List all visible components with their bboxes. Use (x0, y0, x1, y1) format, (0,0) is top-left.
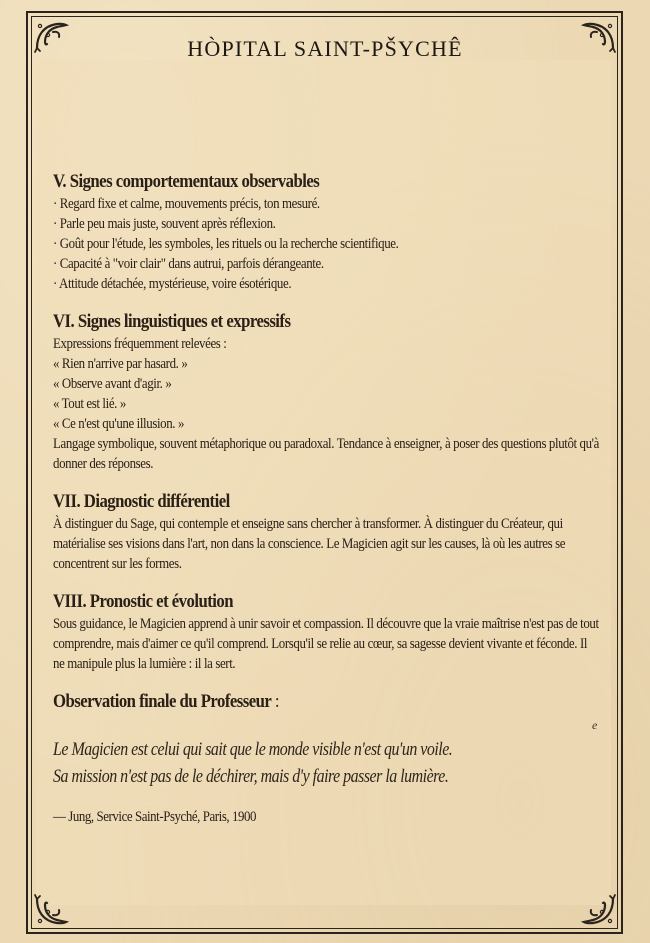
section-heading: VII. Diagnostic différentiel (53, 491, 230, 512)
quote-item: « Tout est lié. » (53, 396, 126, 412)
quote-line: Le Magicien est celui qui sait que le monde visible n'est qu'un voile. (53, 739, 453, 760)
observation-heading (53, 690, 279, 714)
signature: — Jung, Service Saint-Psyché, Paris, 1900 (53, 809, 257, 825)
list-item: · Attitude détachée, mystérieuse, voire ésotérique. (53, 276, 292, 292)
quote-item: « Rien n'arrive par hasard. » (53, 356, 188, 372)
observation-heading-colon: : (271, 691, 280, 712)
professor-quote (53, 736, 452, 790)
section-intro: Expressions fréquemment relevées : (53, 336, 227, 352)
list-item: · Regard fixe et calme, mouvements précis, ton mesuré. (53, 196, 320, 212)
corner-flourish-icon (33, 893, 69, 929)
list-item: · Parle peu mais juste, souvent après réflexion. (53, 216, 276, 232)
page-title: HÒPITAL SAINT-PŠYCHÊ (187, 36, 463, 61)
section-paragraph: À distinguer du Sage, qui contemple et enseigne sans chercher à transformer. À distinguer du Créateur, qui matérialise ses visions dans l'art, non dans la conscience. Le Magicien agit sur les causes, là où les autres se concentrent sur les formes. (53, 516, 566, 572)
stray-mark: e (592, 718, 598, 732)
observation-heading-text: Observation finale du Professeur (53, 691, 272, 712)
quote-item: « Ce n'est qu'une illusion. » (53, 416, 185, 432)
section-linguistic-signs (53, 310, 650, 474)
section-heading: V. Signes comportementaux observables (53, 171, 320, 192)
section-prognosis (53, 590, 650, 674)
section-heading: VIII. Pronostic et évolution (53, 591, 233, 612)
section-heading: VI. Signes linguistiques et expressifs (53, 311, 291, 332)
section-differential-diagnosis (53, 490, 650, 574)
quote-item: « Observe avant d'agir. » (53, 376, 172, 392)
corner-flourish-icon (581, 893, 617, 929)
quote-line: Sa mission n'est pas de le déchirer, mais d'y faire passer la lumière. (53, 766, 449, 787)
list-item: · Goût pour l'étude, les symboles, les rituels ou la recherche scientifique. (53, 236, 399, 252)
list-item: · Capacité à "voir clair" dans autrui, parfois dérangeante. (53, 256, 324, 272)
final-observation (53, 690, 310, 714)
section-paragraph: Sous guidance, le Magicien apprend à unir savoir et compassion. Il découvre que la vraie maîtrise n'est pas de tout comprendre, mais d'aimer ce qu'il comprend. Lorsqu'il se relie au cœur, sa sagesse devient vivante et féconde. Il ne manipule plus la lumière : il la sert. (53, 616, 599, 672)
section-paragraph: Langage symbolique, souvent métaphorique ou paradoxal. Tendance à enseigner, à poser des questions plutôt qu'à donner des réponses. (53, 436, 599, 472)
section-behavioral-signs (53, 170, 455, 294)
